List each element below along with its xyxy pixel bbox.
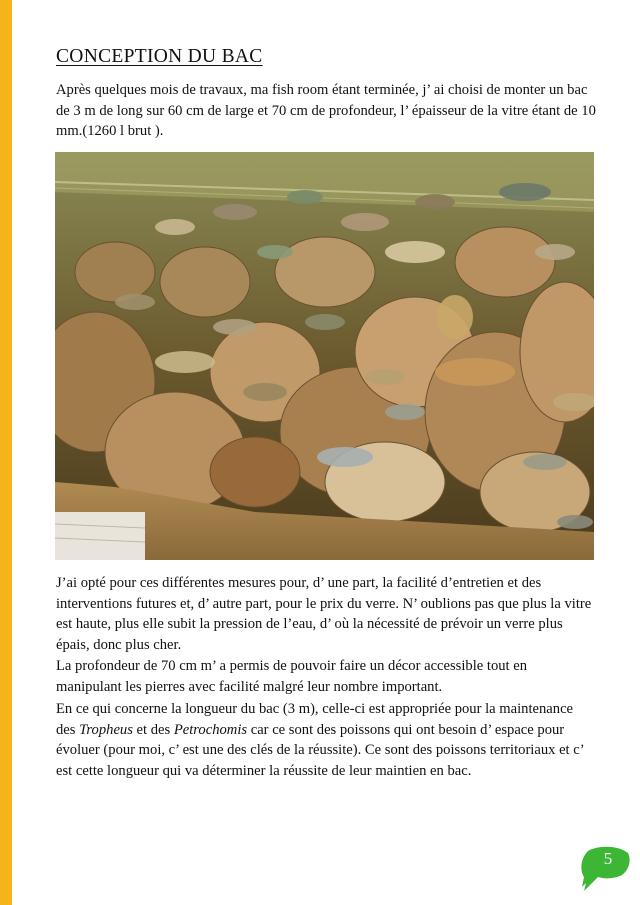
page-number: 5 <box>603 849 613 868</box>
dimensions-paragraph: J’ai opté pour ces différentes mesures pour, d’ une part, la facilité d’entretien et des interventions futures et, d’ autre part, pour le prix du verre. N’ oublions pas que plus la vitre est haute, plus elle subit la pression de l’eau, d’ où la nécessité de prévoir un verre plus épais, donc plus cher. <box>56 575 592 653</box>
page-title: CONCEPTION DU BAC <box>56 46 263 67</box>
species-tropheus: Tropheus <box>79 721 133 738</box>
length-paragraph <box>56 699 596 781</box>
aquarium-photo <box>55 152 594 560</box>
side-accent-bar <box>0 0 12 905</box>
depth-paragraph: La profondeur de 70 cm m’ a permis de pouvoir faire un décor accessible tout en manipulant les pierres avec facilité malgré leur nombre important. <box>56 658 528 695</box>
species-petrochomis: Petrochomis <box>173 721 248 738</box>
length-text-1: En ce qui concerne la longueur du bac (3 m), celle-ci est appropriée pour la maintenance des <box>56 701 574 738</box>
intro-paragraph: Après quelques mois de travaux, ma fish room étant terminée, j’ ai choisi de monter un bac de 3 m de long sur 60 cm de large et 70 cm de profondeur, l’ épaisseur de la vitre étant de 10 mm.(1260 l brut ). <box>56 82 596 139</box>
page-number-badge <box>578 843 632 895</box>
length-text-2: et des <box>132 721 174 738</box>
length-text-3: car ce sont des poissons qui ont besoin d’ espace pour évoluer (pour moi, c’ est une des clés de la réussite). Ce sont des poissons territoriaux et c’ est cette longueur qui va déterminer la réussite de leur maintien en bac. <box>56 721 584 779</box>
